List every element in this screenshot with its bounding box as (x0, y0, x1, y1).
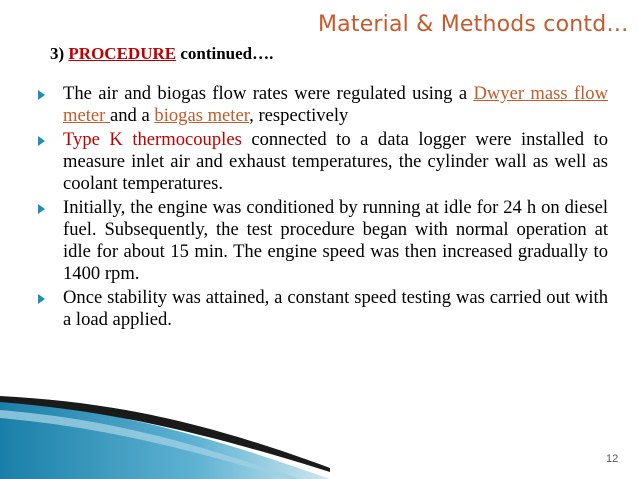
bullet-arrow-icon (38, 294, 45, 304)
bullet-text-2 (63, 129, 608, 195)
type-k-thermocouples-text: Type K thermocouples (63, 129, 242, 150)
bullet-text-1 (63, 83, 608, 127)
section-subtitle (50, 44, 273, 64)
page-number: 12 (606, 453, 619, 465)
bullet-arrow-icon (38, 90, 45, 100)
bullet-arrow-icon (38, 204, 45, 214)
bullet-2-rest: connected to a data logger were installed to measure inlet air and exhaust temperatures, the cylinder wall as well as coolant temperatures. (63, 129, 608, 194)
dwyer-mass-flow-meter-link[interactable]: Dwyer mass flow meter (63, 83, 609, 126)
subtitle-suffix: continued…. (176, 44, 274, 63)
bullet-list (38, 83, 608, 333)
bullet-arrow-icon (38, 136, 45, 146)
subtitle-prefix: 3) (50, 44, 69, 63)
bullet-item-3 (38, 197, 608, 285)
bullet-1-part1: The air and biogas flow rates were regulated using a (63, 83, 474, 104)
biogas-meter-link[interactable]: biogas meter (154, 105, 250, 126)
bullet-1-part3: , respectively (249, 105, 349, 126)
slide-title: Material & Methods contd… (318, 12, 629, 37)
bullet-item-4 (38, 287, 608, 331)
bullet-1-part2: and a (109, 105, 155, 126)
subtitle-procedure: PROCEDURE (68, 44, 177, 63)
bullet-item-1 (38, 83, 608, 127)
bullet-text-4: Once stability was attained, a constant speed testing was carried out with a load applied. (63, 287, 608, 330)
bullet-text-3: Initially, the engine was conditioned by running at idle for 24 h on diesel fuel. Subsequently, the test procedure began with normal operation at idle for about 15 min. The engine speed was then increased gradually to 1400 rpm. (63, 197, 608, 284)
bullet-item-2 (38, 129, 608, 195)
